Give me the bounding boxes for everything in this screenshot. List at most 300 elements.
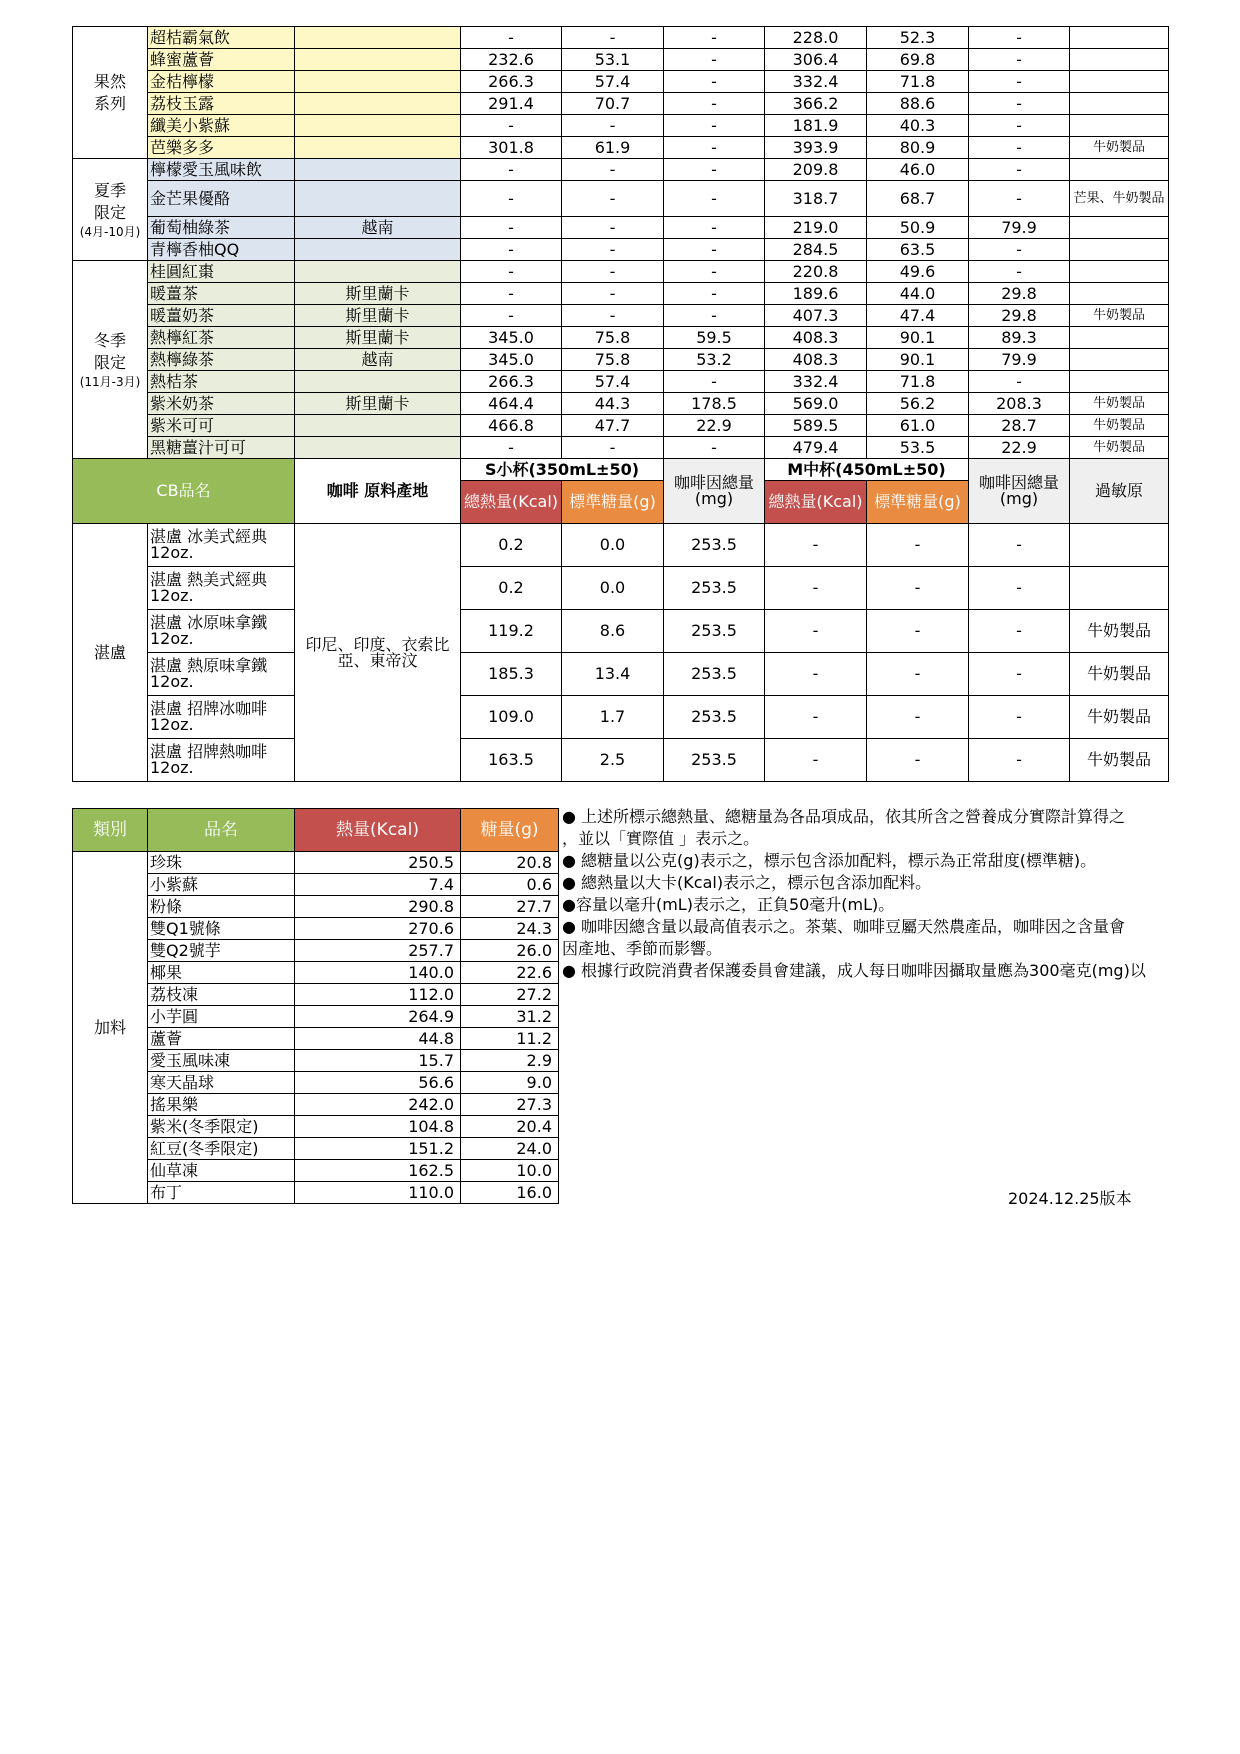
s-sugar-cell: - — [562, 305, 664, 327]
table-row — [73, 159, 1169, 181]
topping-name: 蘆薈 — [148, 1028, 295, 1050]
origin-cell — [295, 239, 461, 261]
m-caffeine-cell: 29.8 — [969, 305, 1070, 327]
m-caffeine-cell: - — [969, 115, 1070, 137]
table-row — [73, 49, 1169, 71]
m-sugar-cell: 80.9 — [867, 137, 969, 159]
note-line: ● 根據行政院消費者保護委員會建議，成人每日咖啡因攝取量應為300毫克(mg)以 — [562, 961, 1146, 980]
topping-name: 雙Q2號芋 — [148, 940, 295, 962]
allergen-cell — [1070, 327, 1169, 349]
topping-name: 仙草凍 — [148, 1160, 295, 1182]
toppings-header-row — [73, 809, 559, 852]
m-kcal-cell: - — [765, 610, 867, 653]
s-kcal-cell: - — [461, 217, 562, 239]
topping-kcal: 242.0 — [295, 1094, 461, 1116]
topping-kcal: 104.8 — [295, 1116, 461, 1138]
m-sugar-cell: 90.1 — [867, 349, 969, 371]
product-name: 湛盧 熱原味拿鐵 12oz. — [148, 653, 295, 696]
s-kcal-cell: - — [461, 27, 562, 49]
s-sugar-cell: 75.8 — [562, 327, 664, 349]
note-line: ，並以「實際值 」表示之。 — [562, 829, 760, 848]
table-row — [73, 137, 1169, 159]
topping-name: 寒天晶球 — [148, 1072, 295, 1094]
topping-kcal: 7.4 — [295, 874, 461, 896]
allergen-cell — [1070, 217, 1169, 239]
s-sugar-cell: 57.4 — [562, 371, 664, 393]
m-kcal-cell: 393.9 — [765, 137, 867, 159]
m-caffeine-cell: - — [969, 93, 1070, 115]
origin-cell — [295, 71, 461, 93]
m-sugar-cell: 52.3 — [867, 27, 969, 49]
m-caffeine-cell: 79.9 — [969, 349, 1070, 371]
s-caffeine-cell: 253.5 — [664, 653, 765, 696]
s-caffeine-cell: - — [664, 261, 765, 283]
s-caffeine-cell: - — [664, 437, 765, 459]
m-sugar-cell: 50.9 — [867, 217, 969, 239]
m-kcal-cell: 332.4 — [765, 71, 867, 93]
s-caffeine-cell: - — [664, 137, 765, 159]
s-sugar-cell: - — [562, 239, 664, 261]
s-sugar-cell: 0.0 — [562, 567, 664, 610]
m-sugar-cell: - — [867, 696, 969, 739]
table-row — [73, 71, 1169, 93]
origin-cell: 斯里蘭卡 — [295, 305, 461, 327]
s-sugar-cell: 61.9 — [562, 137, 664, 159]
medium-kcal-header: 總熱量(Kcal) — [765, 481, 867, 524]
product-name: 超桔霸氣飲 — [148, 27, 295, 49]
allergen-cell — [1070, 71, 1169, 93]
product-name: 荔枝玉露 — [148, 93, 295, 115]
s-sugar-cell: - — [562, 27, 664, 49]
product-name: 桂圓紅棗 — [148, 261, 295, 283]
product-name: 纖美小紫蘇 — [148, 115, 295, 137]
s-caffeine-cell: 53.2 — [664, 349, 765, 371]
m-sugar-cell: - — [867, 610, 969, 653]
allergen-cell — [1070, 93, 1169, 115]
product-name: 湛盧 冰原味拿鐵 12oz. — [148, 610, 295, 653]
origin-cell — [295, 261, 461, 283]
origin-cell: 斯里蘭卡 — [295, 393, 461, 415]
name-header: 品名 — [148, 809, 295, 852]
allergen-cell — [1070, 524, 1169, 567]
medium-caffeine-header: 咖啡因總量 (mg) — [969, 459, 1070, 524]
s-caffeine-cell: - — [664, 27, 765, 49]
table-row — [73, 524, 1169, 567]
small-caffeine-header: 咖啡因總量 (mg) — [664, 459, 765, 524]
m-sugar-cell: - — [867, 739, 969, 782]
group-label: 夏季 限定 (4月-10月) — [73, 159, 148, 261]
s-caffeine-cell: 253.5 — [664, 567, 765, 610]
table-row — [73, 305, 1169, 327]
s-kcal-cell: - — [461, 181, 562, 217]
topping-kcal: 110.0 — [295, 1182, 461, 1204]
table-row — [73, 115, 1169, 137]
s-kcal-cell: 119.2 — [461, 610, 562, 653]
allergen-cell: 牛奶製品 — [1070, 610, 1169, 653]
small-sugar-header: 標準糖量(g) — [562, 481, 664, 524]
origin-cell: 越南 — [295, 217, 461, 239]
s-sugar-cell: - — [562, 181, 664, 217]
origin-cell — [295, 159, 461, 181]
origin-cell — [295, 371, 461, 393]
origin-cell — [295, 437, 461, 459]
table-row — [73, 393, 1169, 415]
category-label: 加料 — [73, 852, 148, 1204]
m-kcal-cell: - — [765, 524, 867, 567]
m-kcal-cell: 219.0 — [765, 217, 867, 239]
m-kcal-cell: 284.5 — [765, 239, 867, 261]
group-label: 果然 系列 — [73, 27, 148, 159]
s-kcal-cell: - — [461, 115, 562, 137]
small-cup-header: S小杯(350mL±50) — [461, 459, 664, 481]
table-row — [73, 283, 1169, 305]
s-kcal-cell: - — [461, 239, 562, 261]
s-kcal-cell: 266.3 — [461, 71, 562, 93]
product-name: 芭樂多多 — [148, 137, 295, 159]
topping-kcal: 257.7 — [295, 940, 461, 962]
m-kcal-cell: 332.4 — [765, 371, 867, 393]
allergen-cell — [1070, 115, 1169, 137]
m-sugar-cell: 90.1 — [867, 327, 969, 349]
allergen-cell — [1070, 349, 1169, 371]
table-row — [73, 27, 1169, 49]
s-sugar-cell: - — [562, 283, 664, 305]
m-kcal-cell: - — [765, 567, 867, 610]
s-caffeine-cell: - — [664, 49, 765, 71]
product-name: 暖薑奶茶 — [148, 305, 295, 327]
m-kcal-cell: 181.9 — [765, 115, 867, 137]
table-row — [73, 327, 1169, 349]
allergen-cell: 牛奶製品 — [1070, 437, 1169, 459]
nutrition-table — [72, 26, 1169, 782]
s-sugar-cell: - — [562, 159, 664, 181]
s-caffeine-cell: - — [664, 305, 765, 327]
allergen-cell: 牛奶製品 — [1070, 415, 1169, 437]
topping-kcal: 112.0 — [295, 984, 461, 1006]
s-caffeine-cell: 253.5 — [664, 610, 765, 653]
s-kcal-cell: - — [461, 159, 562, 181]
topping-sugar: 2.9 — [461, 1050, 559, 1072]
s-kcal-cell: 109.0 — [461, 696, 562, 739]
medium-sugar-header: 標準糖量(g) — [867, 481, 969, 524]
m-sugar-cell: 71.8 — [867, 71, 969, 93]
s-kcal-cell: 0.2 — [461, 567, 562, 610]
s-sugar-cell: - — [562, 217, 664, 239]
origin-cell — [295, 27, 461, 49]
allergen-cell — [1070, 159, 1169, 181]
product-name: 檸檬愛玉風味飲 — [148, 159, 295, 181]
origin-cell — [295, 115, 461, 137]
topping-name: 紫米(冬季限定) — [148, 1116, 295, 1138]
allergen-cell — [1070, 49, 1169, 71]
m-caffeine-cell: - — [969, 181, 1070, 217]
m-sugar-cell: - — [867, 567, 969, 610]
origin-cell: 印尼、印度、衣索比亞、東帝汶 — [295, 524, 461, 782]
m-kcal-cell: 306.4 — [765, 49, 867, 71]
s-sugar-cell: 13.4 — [562, 653, 664, 696]
m-caffeine-cell: 22.9 — [969, 437, 1070, 459]
toppings-table — [72, 808, 559, 1204]
allergen-cell: 牛奶製品 — [1070, 137, 1169, 159]
allergen-cell — [1070, 27, 1169, 49]
table-row — [73, 653, 1169, 696]
category-header: 類別 — [73, 809, 148, 852]
m-caffeine-cell: - — [969, 739, 1070, 782]
s-caffeine-cell: - — [664, 217, 765, 239]
allergen-cell — [1070, 567, 1169, 610]
s-kcal-cell: 232.6 — [461, 49, 562, 71]
m-kcal-cell: 220.8 — [765, 261, 867, 283]
m-kcal-cell: 408.3 — [765, 349, 867, 371]
topping-sugar: 24.3 — [461, 918, 559, 940]
topping-kcal: 56.6 — [295, 1072, 461, 1094]
s-sugar-cell: 44.3 — [562, 393, 664, 415]
s-kcal-cell: 0.2 — [461, 524, 562, 567]
m-sugar-cell: 47.4 — [867, 305, 969, 327]
s-sugar-cell: 57.4 — [562, 71, 664, 93]
m-kcal-cell: 589.5 — [765, 415, 867, 437]
s-kcal-cell: 291.4 — [461, 93, 562, 115]
m-sugar-cell: 56.2 — [867, 393, 969, 415]
origin-cell: 越南 — [295, 349, 461, 371]
allergen-cell — [1070, 261, 1169, 283]
s-caffeine-cell: - — [664, 371, 765, 393]
m-caffeine-cell: - — [969, 261, 1070, 283]
allergen-header: 過敏原 — [1070, 459, 1169, 524]
allergen-cell: 牛奶製品 — [1070, 305, 1169, 327]
product-name: 湛盧 招牌冰咖啡 12oz. — [148, 696, 295, 739]
m-caffeine-cell: - — [969, 696, 1070, 739]
s-kcal-cell: - — [461, 437, 562, 459]
s-kcal-cell: - — [461, 305, 562, 327]
product-name: 湛盧 熱美式經典 12oz. — [148, 567, 295, 610]
m-sugar-cell: 69.8 — [867, 49, 969, 71]
nutrition-table-body — [73, 27, 1169, 782]
table-row — [73, 181, 1169, 217]
topping-sugar: 16.0 — [461, 1182, 559, 1204]
s-kcal-cell: - — [461, 261, 562, 283]
product-name: 金桔檸檬 — [148, 71, 295, 93]
s-kcal-cell: 464.4 — [461, 393, 562, 415]
m-kcal-cell: 318.7 — [765, 181, 867, 217]
m-sugar-cell: 61.0 — [867, 415, 969, 437]
topping-name: 搖果樂 — [148, 1094, 295, 1116]
product-name: 熱檸紅茶 — [148, 327, 295, 349]
m-sugar-cell: - — [867, 524, 969, 567]
m-caffeine-cell: - — [969, 567, 1070, 610]
table-row — [73, 261, 1169, 283]
s-caffeine-cell: - — [664, 283, 765, 305]
table-row — [73, 93, 1169, 115]
product-name: 蜂蜜蘆薈 — [148, 49, 295, 71]
m-kcal-cell: 479.4 — [765, 437, 867, 459]
table-row — [73, 415, 1169, 437]
s-caffeine-cell: 253.5 — [664, 524, 765, 567]
toppings-table-body — [73, 809, 559, 1204]
topping-name: 荔枝凍 — [148, 984, 295, 1006]
m-kcal-cell: 189.6 — [765, 283, 867, 305]
m-caffeine-cell: 29.8 — [969, 283, 1070, 305]
s-caffeine-cell: - — [664, 181, 765, 217]
topping-name: 粉條 — [148, 896, 295, 918]
s-caffeine-cell: - — [664, 93, 765, 115]
note-line: ● 總糖量以公克(g)表示之，標示包含添加配料，標示為正常甜度(標準糖)。 — [562, 851, 1097, 870]
topping-kcal: 140.0 — [295, 962, 461, 984]
cb-name-header: CB品名 — [73, 459, 295, 524]
s-sugar-cell: 75.8 — [562, 349, 664, 371]
m-kcal-cell: 209.8 — [765, 159, 867, 181]
m-kcal-cell: 228.0 — [765, 27, 867, 49]
allergen-cell — [1070, 239, 1169, 261]
m-kcal-cell: - — [765, 696, 867, 739]
m-caffeine-cell: 28.7 — [969, 415, 1070, 437]
allergen-cell — [1070, 283, 1169, 305]
topping-sugar: 11.2 — [461, 1028, 559, 1050]
m-caffeine-cell: - — [969, 137, 1070, 159]
s-kcal-cell: 163.5 — [461, 739, 562, 782]
table-row — [73, 239, 1169, 261]
product-name: 湛盧 招牌熱咖啡 12oz. — [148, 739, 295, 782]
m-kcal-cell: - — [765, 739, 867, 782]
table-row — [73, 217, 1169, 239]
s-caffeine-cell: 59.5 — [664, 327, 765, 349]
allergen-cell: 牛奶製品 — [1070, 653, 1169, 696]
m-caffeine-cell: - — [969, 239, 1070, 261]
origin-cell — [295, 93, 461, 115]
allergen-cell: 牛奶製品 — [1070, 696, 1169, 739]
allergen-cell — [1070, 371, 1169, 393]
s-caffeine-cell: 22.9 — [664, 415, 765, 437]
topping-kcal: 264.9 — [295, 1006, 461, 1028]
m-sugar-cell: 53.5 — [867, 437, 969, 459]
topping-name: 小芋圓 — [148, 1006, 295, 1028]
m-sugar-cell: 71.8 — [867, 371, 969, 393]
notes-block — [562, 806, 1166, 982]
s-sugar-cell: 0.0 — [562, 524, 664, 567]
topping-sugar: 24.0 — [461, 1138, 559, 1160]
origin-cell: 斯里蘭卡 — [295, 327, 461, 349]
s-sugar-cell: - — [562, 115, 664, 137]
m-sugar-cell: 63.5 — [867, 239, 969, 261]
table-row — [73, 371, 1169, 393]
s-sugar-cell: 47.7 — [562, 415, 664, 437]
topping-kcal: 250.5 — [295, 852, 461, 874]
sugar-header: 糖量(g) — [461, 809, 559, 852]
product-name: 葡萄柚綠茶 — [148, 217, 295, 239]
m-sugar-cell: 68.7 — [867, 181, 969, 217]
table-row — [73, 739, 1169, 782]
product-name: 金芒果優酪 — [148, 181, 295, 217]
topping-sugar: 22.6 — [461, 962, 559, 984]
s-kcal-cell: 345.0 — [461, 349, 562, 371]
topping-kcal: 290.8 — [295, 896, 461, 918]
product-name: 熱桔茶 — [148, 371, 295, 393]
s-caffeine-cell: 253.5 — [664, 696, 765, 739]
product-name: 熱檸綠茶 — [148, 349, 295, 371]
m-sugar-cell: 40.3 — [867, 115, 969, 137]
topping-kcal: 44.8 — [295, 1028, 461, 1050]
topping-name: 紅豆(冬季限定) — [148, 1138, 295, 1160]
allergen-cell: 牛奶製品 — [1070, 393, 1169, 415]
small-kcal-header: 總熱量(Kcal) — [461, 481, 562, 524]
topping-sugar: 27.7 — [461, 896, 559, 918]
m-caffeine-cell: 208.3 — [969, 393, 1070, 415]
origin-cell — [295, 415, 461, 437]
s-sugar-cell: 53.1 — [562, 49, 664, 71]
m-kcal-cell: - — [765, 653, 867, 696]
topping-sugar: 31.2 — [461, 1006, 559, 1028]
m-sugar-cell: 46.0 — [867, 159, 969, 181]
origin-header: 咖啡 原料產地 — [295, 459, 461, 524]
table-row — [73, 437, 1169, 459]
topping-name: 小紫蘇 — [148, 874, 295, 896]
product-name: 紫米奶茶 — [148, 393, 295, 415]
m-caffeine-cell: - — [969, 371, 1070, 393]
m-sugar-cell: 44.0 — [867, 283, 969, 305]
topping-sugar: 27.2 — [461, 984, 559, 1006]
m-caffeine-cell: - — [969, 27, 1070, 49]
table-row — [73, 349, 1169, 371]
s-sugar-cell: 2.5 — [562, 739, 664, 782]
m-caffeine-cell: - — [969, 49, 1070, 71]
s-kcal-cell: 185.3 — [461, 653, 562, 696]
m-sugar-cell: - — [867, 653, 969, 696]
s-sugar-cell: 70.7 — [562, 93, 664, 115]
topping-name: 雙Q1號條 — [148, 918, 295, 940]
topping-sugar: 20.4 — [461, 1116, 559, 1138]
m-caffeine-cell: - — [969, 159, 1070, 181]
s-kcal-cell: - — [461, 283, 562, 305]
s-sugar-cell: 1.7 — [562, 696, 664, 739]
s-kcal-cell: 466.8 — [461, 415, 562, 437]
topping-kcal: 270.6 — [295, 918, 461, 940]
group-label: 冬季 限定 (11月-3月) — [73, 261, 148, 459]
m-sugar-cell: 49.6 — [867, 261, 969, 283]
table-row — [73, 852, 559, 874]
topping-kcal: 162.5 — [295, 1160, 461, 1182]
s-sugar-cell: 8.6 — [562, 610, 664, 653]
s-sugar-cell: - — [562, 261, 664, 283]
group-label: 湛盧 — [73, 524, 148, 782]
m-caffeine-cell: - — [969, 653, 1070, 696]
note-line: ● 上述所標示總熱量、總糖量為各品項成品，依其所含之營養成分實際計算得之 — [562, 807, 1126, 826]
m-caffeine-cell: 89.3 — [969, 327, 1070, 349]
topping-kcal: 151.2 — [295, 1138, 461, 1160]
topping-name: 珍珠 — [148, 852, 295, 874]
note-line: ●容量以毫升(mL)表示之，正負50毫升(mL)。 — [562, 895, 895, 914]
m-caffeine-cell: - — [969, 524, 1070, 567]
m-caffeine-cell: - — [969, 610, 1070, 653]
topping-sugar: 26.0 — [461, 940, 559, 962]
product-name: 暖薑茶 — [148, 283, 295, 305]
origin-cell — [295, 49, 461, 71]
table-row — [73, 696, 1169, 739]
topping-sugar: 27.3 — [461, 1094, 559, 1116]
m-kcal-cell: 569.0 — [765, 393, 867, 415]
s-caffeine-cell: 178.5 — [664, 393, 765, 415]
kcal-header: 熱量(Kcal) — [295, 809, 461, 852]
topping-name: 布丁 — [148, 1182, 295, 1204]
m-kcal-cell: 408.3 — [765, 327, 867, 349]
origin-cell — [295, 181, 461, 217]
product-name: 紫米可可 — [148, 415, 295, 437]
version-label: 2024.12.25版本 — [1008, 1189, 1132, 1208]
s-kcal-cell: 301.8 — [461, 137, 562, 159]
s-sugar-cell: - — [562, 437, 664, 459]
product-name: 湛盧 冰美式經典 12oz. — [148, 524, 295, 567]
table-row — [73, 567, 1169, 610]
topping-name: 愛玉風味凍 — [148, 1050, 295, 1072]
